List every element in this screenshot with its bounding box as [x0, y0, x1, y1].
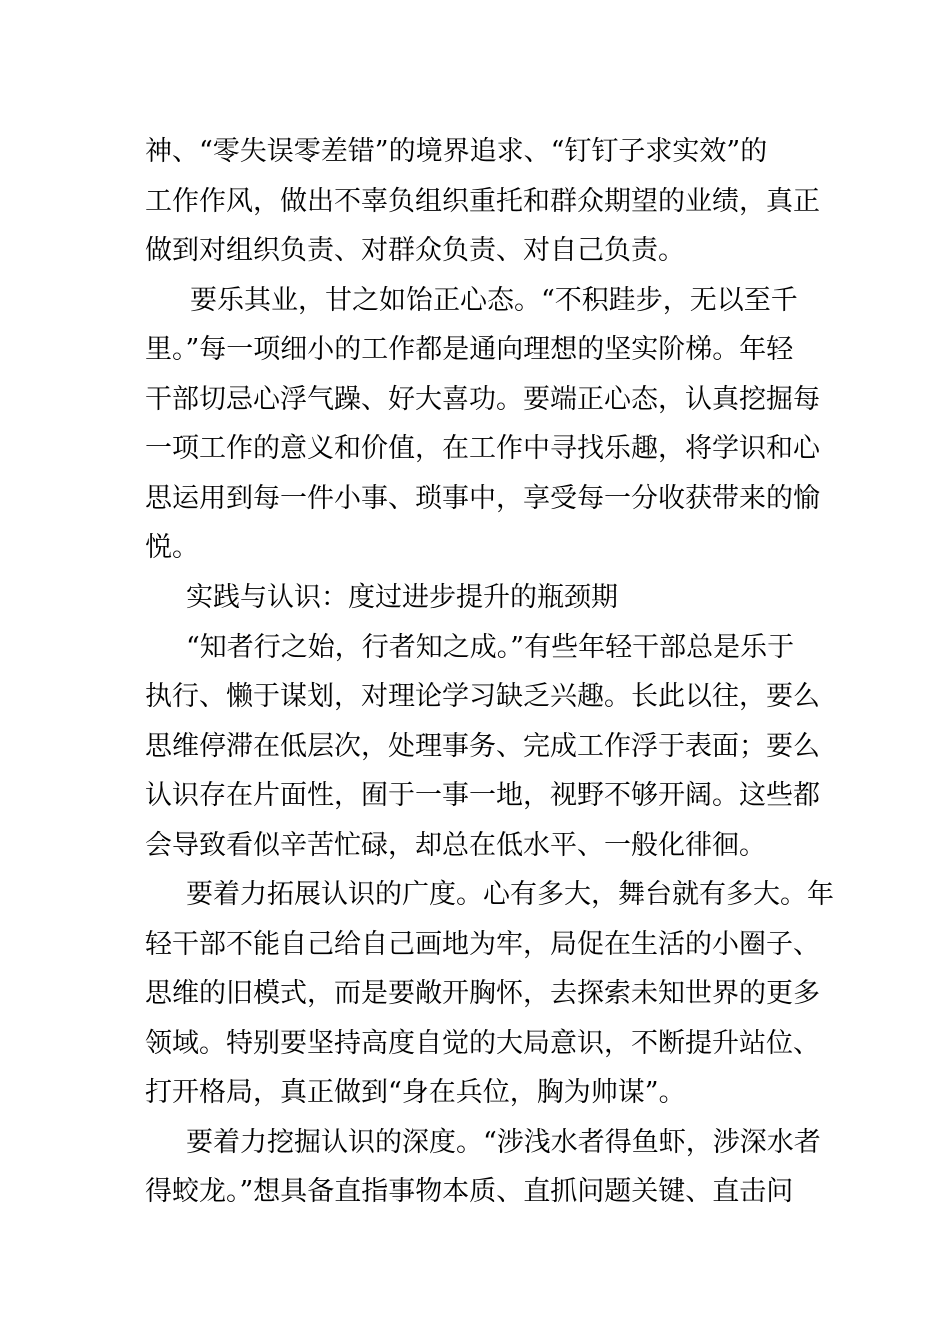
text-line: 认识存在片面性，囿于一事一地，视野不够开阔。这些都 [145, 780, 820, 811]
text-line: 干部切忌心浮气躁、好大喜功。要端正心态，认真挖掘每 [145, 384, 820, 415]
text-line: 执行、懒于谋划，对理论学习缺乏兴趣。长此以往，要么 [145, 681, 820, 712]
text-line: 领域。特别要坚持高度自觉的大局意识，不断提升站位、 [145, 1028, 820, 1059]
paragraph-first-line: 要乐其业，甘之如饴正心态。“不积跬步，无以至千 [190, 285, 798, 316]
text-line: 会导致看似辛苦忙碌，却总在低水平、一般化徘徊。 [145, 830, 766, 861]
text-line: 思运用到每一件小事、琐事中，享受每一分收获带来的愉 [145, 483, 820, 514]
paragraph-first-line: “知者行之始，行者知之成。”有些年轻干部总是乐于 [186, 632, 795, 663]
text-line: 里。”每一项细小的工作都是通向理想的坚实阶梯。年轻 [145, 334, 794, 365]
text-line: 一项工作的意义和价值，在工作中寻找乐趣，将学识和心 [145, 433, 820, 464]
text-line: 悦。 [145, 532, 199, 563]
text-line: 打开格局，真正做到“身在兵位，胸为帅谋”。 [145, 1077, 686, 1108]
text-line: 得蛟龙。”想具备直指事物本质、直抓问题关键、直击问 [145, 1176, 794, 1207]
text-line: 神、“零失误零差错”的境界追求、“钉钉子求实效”的 [145, 136, 768, 167]
section-heading: 实践与认识：度过进步提升的瓶颈期 [186, 582, 618, 613]
text-line: 做到对组织负责、对群众负责、对自己负责。 [145, 235, 685, 266]
paragraph-first-line: 要着力拓展认识的广度。心有多大，舞台就有多大。年 [186, 879, 834, 910]
paragraph-first-line: 要着力挖掘认识的深度。“涉浅水者得鱼虾，涉深水者 [186, 1127, 821, 1158]
text-line: 思维停滞在低层次，处理事务、完成工作浮于表面；要么 [145, 731, 820, 762]
text-line: 轻干部不能自己给自己画地为牢，局促在生活的小圈子、 [145, 929, 820, 960]
text-line: 工作作风，做出不辜负组织重托和群众期望的业绩，真正 [145, 186, 820, 217]
text-line: 思维的旧模式，而是要敞开胸怀，去探索未知世界的更多 [145, 978, 820, 1009]
